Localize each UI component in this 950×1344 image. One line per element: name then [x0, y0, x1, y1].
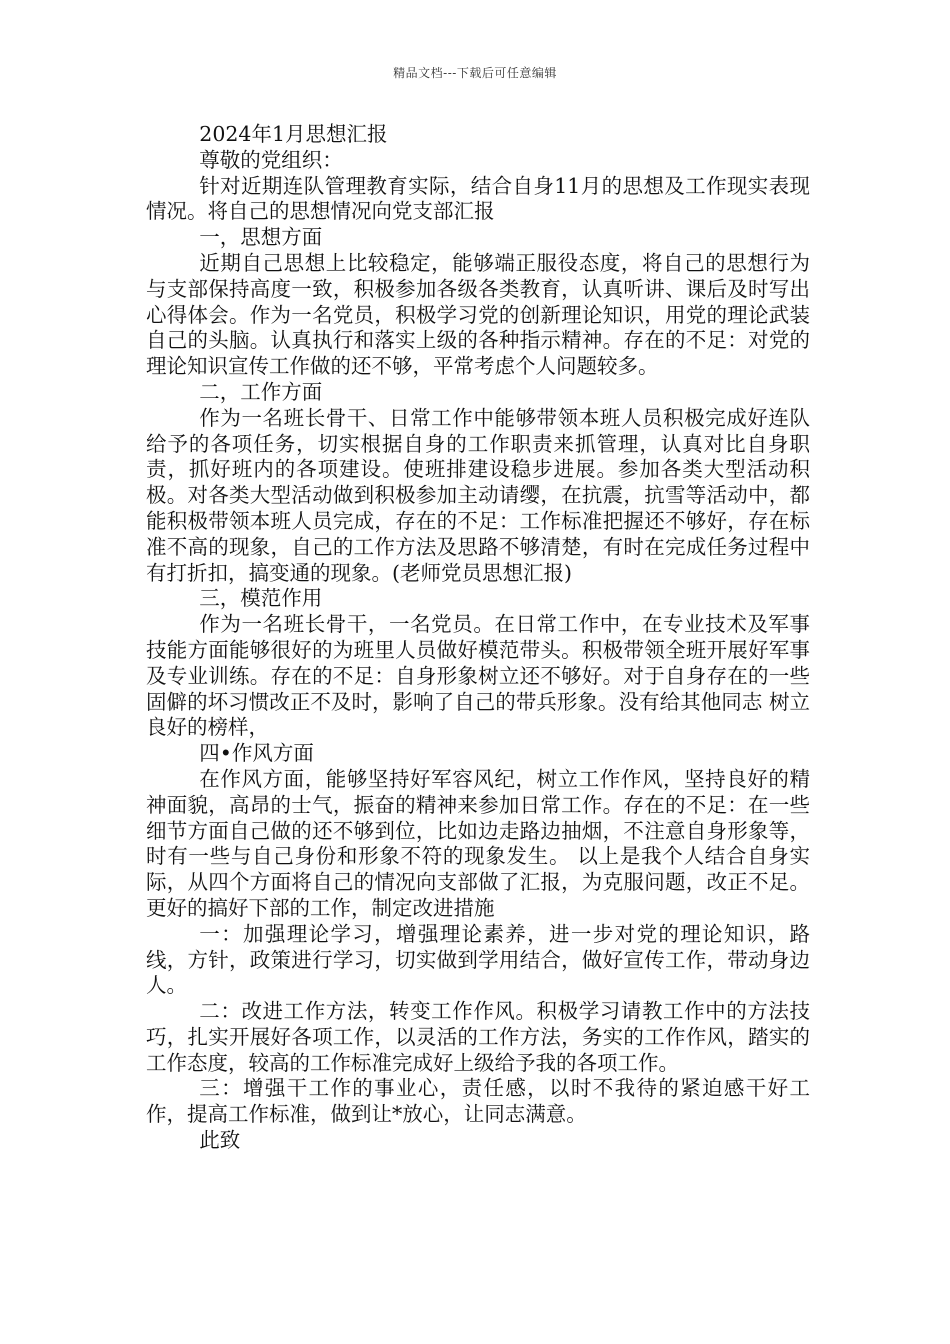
paragraph-work: 作为一名班长骨干、日常工作中能够带领本班人员积极完成好连队给予的各项任务，切实根据自身的工作职责来抓管理，认真对比自身职责，抓好班内的各项建设。使班排建设稳步进展。参加各类大型活动积极。对各类大型活动做到积极参加主动请缨，在抗震，抗雪等活动中，都能积极带领本班人员完成，存在的不足：工作标准把握还不够好，存在标准不高的现象，自己的工作方法及思路不够清楚，有时在完成任务过程中有打折扣，搞变通的现象。(老师党员思想汇报) [146, 405, 810, 585]
paragraph-style: 在作风方面，能够坚持好军容风纪，树立工作作风，坚持良好的精神面貌，高昂的士气，振奋的精神来参加日常工作。存在的不足：在一些细节方面自己做的还不够到位，比如边走路边抽烟，不注意自身形象等，时有一些与自己身份和形象不符的现象发生。 以上是我个人结合自身实际，从四个方面将自己的情况向支部做了汇报，为克服问题，改正不足。更好的搞好下部的工作，制定改进措施 [146, 766, 810, 920]
measure-two: 二：改进工作方法，转变工作作风。积极学习请教工作中的方法技巧，扎实开展好各项工作，以灵活的工作方法，务实的工作作风，踏实的工作态度，较高的工作标准完成好上级给予我的各项工作。 [146, 999, 810, 1075]
document-title: 2024年1月思想汇报 [199, 122, 388, 146]
salutation: 尊敬的党组织： [199, 147, 343, 172]
page-header: 精品文档---下载后可任意编辑 [393, 66, 557, 80]
section-heading-style: 四•作风方面 [199, 741, 314, 766]
measure-one: 一：加强理论学习，增强理论素养，进一步对党的理论知识，路线，方针，政策进行学习，切实做到学用结合，做好宣传工作，带动身边人。 [146, 921, 810, 998]
intro-paragraph: 针对近期连队管理教育实际，结合自身11月的思想及工作现实表现情况。将自己的思想情况向党支部汇报 [146, 173, 810, 224]
measure-three: 三：增强干工作的事业心，责任感，以时不我待的紧迫感干好工作，提高工作标准，做到让*放心，让同志满意。 [146, 1076, 810, 1127]
paragraph-model: 作为一名班长骨干，一名党员。在日常工作中，在专业技术及军事技能方面能够很好的为班里人员做好模范带头。积极带领全班开展好军事及专业训练。存在的不足：自身形象树立还不够好。对于自身存在的一些固僻的坏习惯改正不及时，影响了自己的带兵形象。没有给其他同志 树立良好的榜样， [146, 612, 810, 740]
paragraph-thought: 近期自己思想上比较稳定，能够端正服役态度，将自己的思想行为与支部保持高度一致，积极参加各级各类教育，认真听讲、课后及时写出心得体会。作为一名党员，积极学习党的创新理论知识，用党的理论武装自己的头脑。认真执行和落实上级的各种指示精神。存在的不足：对党的理论知识宣传工作做的还不够，平常考虑个人问题较多。 [146, 250, 810, 379]
closing: 此致 [199, 1128, 241, 1153]
section-heading-model: 三，模范作用 [199, 586, 323, 611]
section-heading-work: 二，工作方面 [199, 379, 323, 404]
document-body [146, 122, 810, 1154]
section-heading-thought: 一，思想方面 [199, 225, 323, 250]
